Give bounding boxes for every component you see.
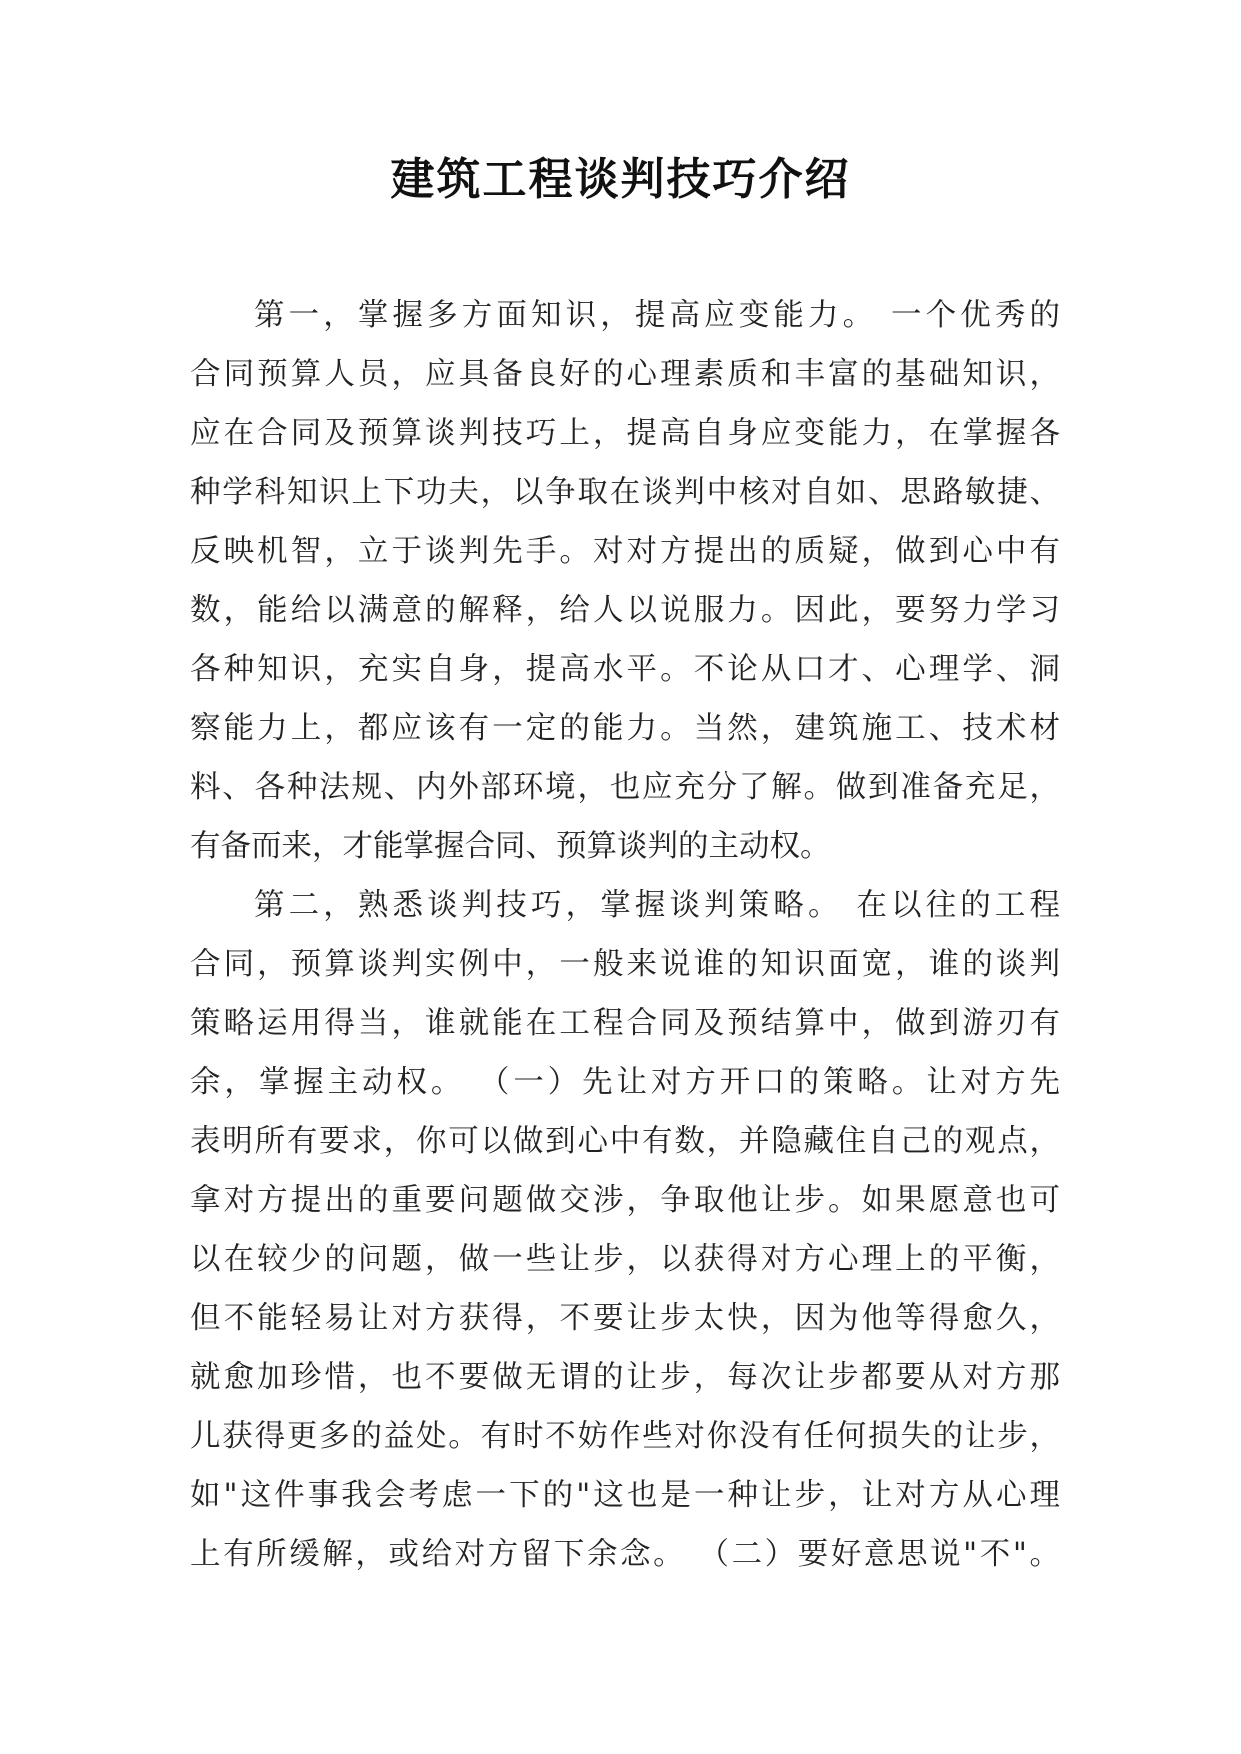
paragraph-1-line: 合同预算人员，应具备良好的心理素质和丰富的基础知识， [190, 357, 1060, 392]
paragraph-1-line: 第一，掌握多方面知识，提高应变能力。 一个优秀的 [254, 298, 1060, 333]
paragraph-2-line: 策略运用得当，谁就能在工程合同及预结算中，做到游刃有 [190, 1006, 1060, 1041]
paragraph-1-line: 反映机智，立于谈判先手。对对方提出的质疑，做到心中有 [190, 534, 1060, 569]
paragraph-2-line: 但不能轻易让对方获得，不要让步太快，因为他等得愈久， [190, 1301, 1060, 1336]
paragraph-1-line: 各种知识，充实自身，提高水平。不论从口才、心理学、洞 [190, 652, 1060, 687]
paragraph-2-line: 合同，预算谈判实例中，一般来说谁的知识面宽，谁的谈判 [190, 947, 1060, 982]
paragraph-1-line: 数，能给以满意的解释，给人以说服力。因此，要努力学习 [190, 593, 1060, 628]
document-body [190, 286, 1060, 1584]
paragraph-1-line: 察能力上，都应该有一定的能力。当然，建筑施工、技术材 [190, 711, 1060, 746]
paragraph-2-line: 就愈加珍惜，也不要做无谓的让步，每次让步都要从对方那 [190, 1360, 1060, 1395]
paragraph-2-line: 余，掌握主动权。 （一）先让对方开口的策略。让对方先 [190, 1065, 1060, 1100]
paragraph-1-line: 料、各种法规、内外部环境，也应充分了解。做到准备充足， [190, 770, 1060, 805]
paragraph-2-line: 如"这件事我会考虑一下的"这也是一种让步，让对方从心理 [190, 1478, 1060, 1513]
paragraph-2-line: 上有所缓解，或给对方留下余念。 （二）要好意思说"不"。 [190, 1537, 1060, 1572]
paragraph-1-line: 种学科知识上下功夫，以争取在谈判中核对自如、思路敏捷、 [190, 475, 1060, 510]
paragraph-1-line: 有备而来，才能掌握合同、预算谈判的主动权。 [190, 829, 831, 864]
paragraph-2-line: 第二，熟悉谈判技巧，掌握谈判策略。 在以往的工程 [254, 888, 1060, 923]
paragraph-2-line: 表明所有要求，你可以做到心中有数，并隐藏住自己的观点， [190, 1124, 1060, 1159]
paragraph-2-line: 儿获得更多的益处。有时不妨作些对你没有任何损失的让步， [190, 1419, 1060, 1454]
paragraph-2-line: 以在较少的问题，做一些让步，以获得对方心理上的平衡， [190, 1242, 1060, 1277]
paragraph-2-line: 拿对方提出的重要问题做交涉，争取他让步。如果愿意也可 [190, 1183, 1060, 1218]
document-title: 建筑工程谈判技巧介绍 [390, 154, 851, 205]
paragraph-1-line: 应在合同及预算谈判技巧上，提高自身应变能力，在掌握各 [190, 416, 1060, 451]
